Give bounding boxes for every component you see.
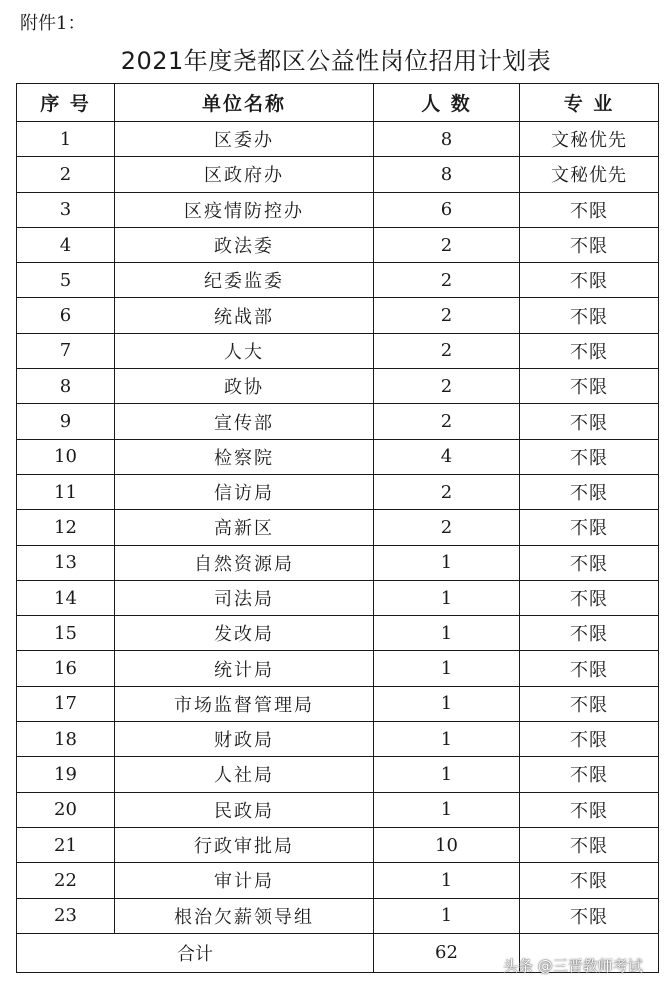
row-headcount: 1	[374, 722, 520, 757]
row-unit-name: 区政府办	[115, 157, 374, 192]
row-seq: 12	[17, 510, 115, 545]
row-seq: 11	[17, 474, 115, 509]
table-row	[17, 651, 659, 686]
row-seq: 21	[17, 827, 115, 862]
row-unit-name: 发改局	[115, 616, 374, 651]
row-major: 不限	[520, 298, 659, 333]
row-headcount: 4	[374, 439, 520, 474]
row-seq: 16	[17, 651, 115, 686]
row-seq: 18	[17, 722, 115, 757]
table-row	[17, 722, 659, 757]
row-headcount: 10	[374, 827, 520, 862]
row-headcount: 1	[374, 651, 520, 686]
row-major: 不限	[520, 651, 659, 686]
row-major: 不限	[520, 863, 659, 898]
row-headcount: 2	[374, 404, 520, 439]
row-major: 不限	[520, 898, 659, 933]
row-seq: 14	[17, 580, 115, 615]
row-unit-name: 政法委	[115, 227, 374, 262]
row-major: 不限	[520, 686, 659, 721]
row-headcount: 2	[374, 369, 520, 404]
row-seq: 7	[17, 333, 115, 368]
attachment-label: 附件1：	[20, 13, 86, 34]
row-seq: 19	[17, 757, 115, 792]
row-headcount: 1	[374, 792, 520, 827]
row-major: 不限	[520, 510, 659, 545]
table-row	[17, 827, 659, 862]
row-headcount: 1	[374, 686, 520, 721]
table-row	[17, 298, 659, 333]
row-unit-name: 政协	[115, 369, 374, 404]
row-seq: 8	[17, 369, 115, 404]
table-row	[17, 404, 659, 439]
table-row	[17, 898, 659, 933]
header-seq: 序 号	[17, 84, 115, 122]
row-unit-name: 自然资源局	[115, 545, 374, 580]
header-major: 专 业	[520, 84, 659, 122]
row-unit-name: 区疫情防控办	[115, 192, 374, 227]
row-headcount: 1	[374, 757, 520, 792]
table-row	[17, 263, 659, 298]
total-label: 合计	[17, 933, 374, 972]
row-major: 不限	[520, 580, 659, 615]
row-headcount: 2	[374, 333, 520, 368]
table-body	[17, 122, 659, 973]
row-major: 不限	[520, 263, 659, 298]
row-major: 不限	[520, 616, 659, 651]
row-unit-name: 纪委监委	[115, 263, 374, 298]
document-title: 2021年度尧都区公益性岗位招用计划表	[120, 47, 552, 75]
table-row	[17, 863, 659, 898]
row-seq: 13	[17, 545, 115, 580]
table-row	[17, 192, 659, 227]
row-headcount: 8	[374, 157, 520, 192]
row-seq: 1	[17, 122, 115, 157]
row-headcount: 2	[374, 227, 520, 262]
table-row	[17, 439, 659, 474]
row-major: 不限	[520, 474, 659, 509]
row-unit-name: 检察院	[115, 439, 374, 474]
row-seq: 22	[17, 863, 115, 898]
row-unit-name: 市场监督管理局	[115, 686, 374, 721]
row-seq: 3	[17, 192, 115, 227]
row-unit-name: 司法局	[115, 580, 374, 615]
row-seq: 23	[17, 898, 115, 933]
row-unit-name: 人大	[115, 333, 374, 368]
total-count: 62	[374, 933, 520, 972]
row-headcount: 2	[374, 263, 520, 298]
row-headcount: 8	[374, 122, 520, 157]
row-headcount: 6	[374, 192, 520, 227]
row-seq: 15	[17, 616, 115, 651]
table-row	[17, 580, 659, 615]
row-headcount: 1	[374, 863, 520, 898]
table-row	[17, 616, 659, 651]
row-unit-name: 信访局	[115, 474, 374, 509]
row-headcount: 1	[374, 580, 520, 615]
row-major: 不限	[520, 333, 659, 368]
row-seq: 10	[17, 439, 115, 474]
row-unit-name: 审计局	[115, 863, 374, 898]
row-headcount: 1	[374, 545, 520, 580]
row-headcount: 2	[374, 510, 520, 545]
watermark: 头条 @三晋教师考试	[503, 957, 643, 975]
table-row	[17, 510, 659, 545]
table-row	[17, 227, 659, 262]
row-major: 不限	[520, 757, 659, 792]
row-major: 文秘优先	[520, 122, 659, 157]
recruitment-plan-table	[16, 83, 659, 973]
row-unit-name: 宣传部	[115, 404, 374, 439]
row-headcount: 1	[374, 616, 520, 651]
row-seq: 6	[17, 298, 115, 333]
row-seq: 4	[17, 227, 115, 262]
row-unit-name: 根治欠薪领导组	[115, 898, 374, 933]
row-major: 文秘优先	[520, 157, 659, 192]
header-unit-name: 单位名称	[115, 84, 374, 122]
row-major: 不限	[520, 792, 659, 827]
row-unit-name: 统战部	[115, 298, 374, 333]
row-seq: 9	[17, 404, 115, 439]
row-major: 不限	[520, 439, 659, 474]
table-row	[17, 369, 659, 404]
table-row	[17, 333, 659, 368]
table-header-row	[17, 84, 659, 122]
row-major: 不限	[520, 827, 659, 862]
row-major: 不限	[520, 227, 659, 262]
row-unit-name: 财政局	[115, 722, 374, 757]
table-row	[17, 122, 659, 157]
row-unit-name: 民政局	[115, 792, 374, 827]
row-major: 不限	[520, 192, 659, 227]
row-headcount: 1	[374, 898, 520, 933]
row-major: 不限	[520, 369, 659, 404]
table-row	[17, 686, 659, 721]
row-seq: 2	[17, 157, 115, 192]
row-headcount: 2	[374, 474, 520, 509]
row-unit-name: 行政审批局	[115, 827, 374, 862]
row-major: 不限	[520, 404, 659, 439]
row-unit-name: 区委办	[115, 122, 374, 157]
table-row	[17, 757, 659, 792]
row-seq: 20	[17, 792, 115, 827]
table-row	[17, 474, 659, 509]
table-row	[17, 157, 659, 192]
row-seq: 5	[17, 263, 115, 298]
table-row	[17, 545, 659, 580]
table-row	[17, 792, 659, 827]
row-unit-name: 高新区	[115, 510, 374, 545]
row-unit-name: 统计局	[115, 651, 374, 686]
row-seq: 17	[17, 686, 115, 721]
row-headcount: 2	[374, 298, 520, 333]
row-major: 不限	[520, 545, 659, 580]
row-unit-name: 人社局	[115, 757, 374, 792]
row-major: 不限	[520, 722, 659, 757]
header-headcount: 人 数	[374, 84, 520, 122]
